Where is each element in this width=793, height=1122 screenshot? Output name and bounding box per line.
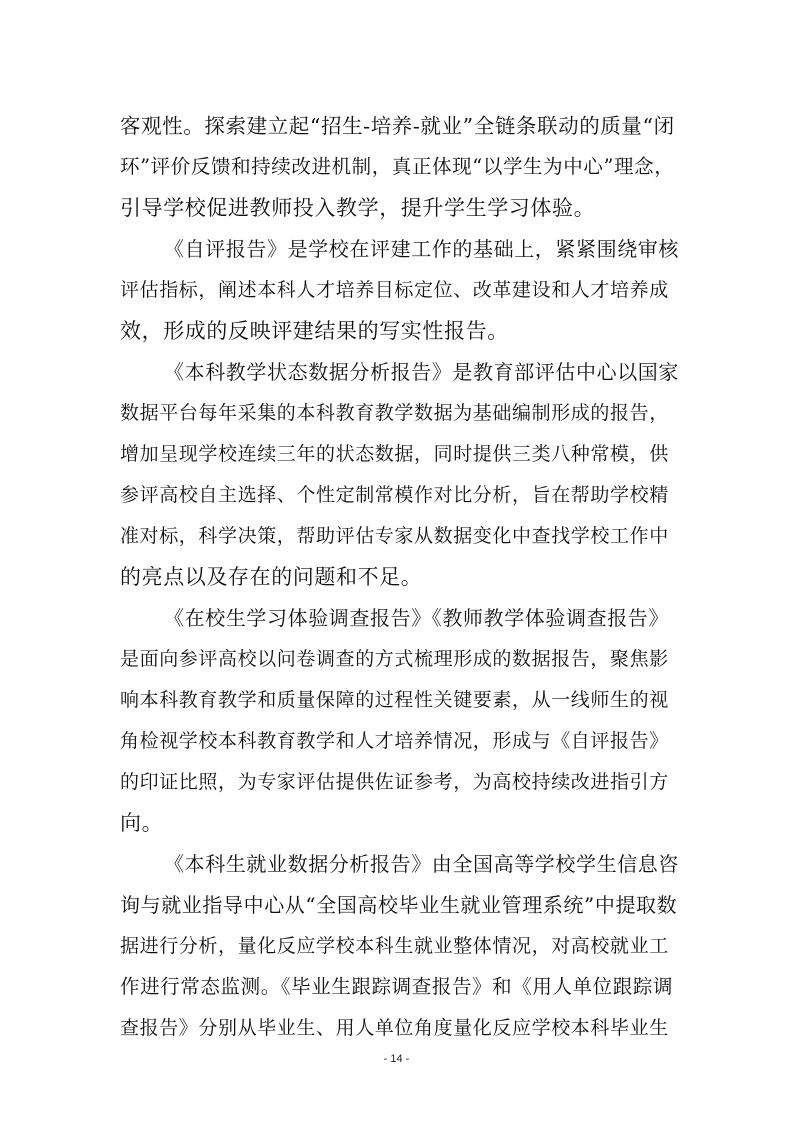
paragraph-2-line-2: 评估指标，阐述本科人才培养目标定位、改革建设和人才培养成 xyxy=(120,279,669,301)
paragraph-4-line-2: 是面向参评高校以问卷调查的方式梳理形成的数据报告，聚焦影 xyxy=(120,648,669,670)
paragraph-4-line-5: 的印证比照，为专家评估提供佐证参考，为高校持续改进指引方 xyxy=(120,771,669,793)
paragraph-5-line-2: 询与就业指导中心从“全国高校毕业生就业管理系统”中提取数 xyxy=(120,893,678,917)
paragraph-3-line-2: 数据平台每年采集的本科教育教学数据为基础编制形成的报告， xyxy=(120,402,669,424)
paragraph-2-line-3: 效，形成的反映评建结果的写实性报告。 xyxy=(120,319,509,343)
paragraph-1-line-1: 客观性。探索建立起“招生-培养-就业”全链条联动的质量“闭 xyxy=(120,114,675,138)
paragraph-3-line-5: 准对标，科学决策，帮助评估专家从数据变化中查找学校工作中 xyxy=(120,525,669,547)
page-number: - 14 - xyxy=(383,1053,410,1065)
paragraph-4-line-3: 响本科教育教学和质量保障的过程性关键要素，从一线师生的视 xyxy=(120,689,669,711)
paragraph-1-line-3: 引导学校促进教师投入教学，提升学生学习体验。 xyxy=(120,196,596,220)
paragraph-3-line-3: 增加呈现学校连续三年的状态数据，同时提供三类八种常模，供 xyxy=(120,443,669,465)
paragraph-4-line-6: 向。 xyxy=(120,811,164,835)
paragraph-5-line-3: 据进行分析，量化反应学校本科生就业整体情况，对高校就业工 xyxy=(120,935,669,957)
paragraph-5-line-4: 作进行常态监测。《毕业生跟踪调查报告》和《用人单位跟踪调 xyxy=(120,975,674,998)
paragraph-3-line-1: 《本科教学状态数据分析报告》是教育部评估中心以国家 xyxy=(164,360,679,384)
paragraph-4-line-1: 《在校生学习体验调查报告》《教师教学体验调查报告》 xyxy=(164,606,669,630)
paragraph-1-line-2: 环”评价反馈和持续改进机制，真正体现“以学生为中心”理念， xyxy=(120,155,675,178)
paragraph-3-line-6: 的亮点以及存在的问题和不足。 xyxy=(120,565,423,589)
paragraph-4-line-4: 角检视学校本科教育教学和人才培养情况，形成与《自评报告》 xyxy=(120,730,669,752)
paragraph-3-line-4: 参评高校自主选择、个性定制常模作对比分析，旨在帮助学校精 xyxy=(120,484,669,506)
paragraph-5-line-1: 《本科生就业数据分析报告》由全国高等学校学生信息咨 xyxy=(164,852,679,876)
paragraph-5-line-5: 查报告》分别从毕业生、用人单位角度量化反应学校本科毕业生 xyxy=(120,1017,669,1039)
paragraph-2-line-1: 《自评报告》是学校在评建工作的基础上，紧紧围绕审核 xyxy=(164,237,679,261)
